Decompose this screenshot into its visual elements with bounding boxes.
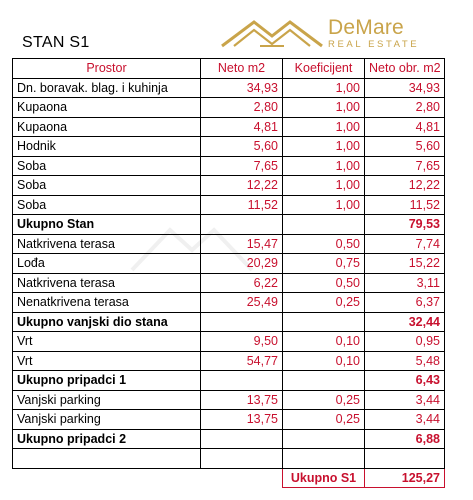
company-logo <box>220 16 440 50</box>
table-row <box>13 293 445 313</box>
table-cell-label: Vanjski parking <box>13 410 201 430</box>
total-value: 125,27 <box>365 468 445 488</box>
table-row <box>13 332 445 352</box>
table-row <box>13 195 445 215</box>
table-row <box>13 98 445 118</box>
column-header: Prostor <box>13 59 201 79</box>
table-cell-label: Kupaona <box>13 117 201 137</box>
blank-cell <box>13 468 201 488</box>
brand-name: DeMare <box>328 16 404 39</box>
table-cell-obr: 3,44 <box>365 410 445 430</box>
area-table <box>12 58 445 488</box>
table-row <box>13 78 445 98</box>
table-cell-obr: 2,80 <box>365 98 445 118</box>
table-cell-obr: 5,48 <box>365 351 445 371</box>
table-cell-label: Soba <box>13 156 201 176</box>
table-cell-label: Dn. boravak. blag. i kuhinja <box>13 78 201 98</box>
table-cell-neto: 13,75 <box>201 410 283 430</box>
table-cell-koef <box>283 215 365 235</box>
table-cell-obr: 12,22 <box>365 176 445 196</box>
table-row <box>13 234 445 254</box>
table-cell-label: Natkrivena terasa <box>13 234 201 254</box>
table-row <box>13 410 445 430</box>
table-cell-neto: 34,93 <box>201 78 283 98</box>
table-cell-label: Ukupno pripadci 2 <box>13 429 201 449</box>
table-cell-label: Nenatkrivena terasa <box>13 293 201 313</box>
table-cell-obr: 5,60 <box>365 137 445 157</box>
table-cell-neto: 6,22 <box>201 273 283 293</box>
table-cell-neto: 25,49 <box>201 293 283 313</box>
table-cell-label: Ukupno pripadci 1 <box>13 371 201 391</box>
page-title: STAN S1 <box>22 34 90 51</box>
empty-cell <box>201 449 283 469</box>
blank-cell <box>201 468 283 488</box>
table-cell-obr: 7,65 <box>365 156 445 176</box>
header <box>0 0 473 56</box>
table-cell-neto: 20,29 <box>201 254 283 274</box>
table-cell-obr: 7,74 <box>365 234 445 254</box>
table-row <box>13 137 445 157</box>
table-cell-obr: 6,43 <box>365 371 445 391</box>
table-cell-neto <box>201 215 283 235</box>
table-row <box>13 273 445 293</box>
table-cell-obr: 3,11 <box>365 273 445 293</box>
table-cell-koef: 1,00 <box>283 176 365 196</box>
table-cell-neto: 7,65 <box>201 156 283 176</box>
house-logo-icon <box>220 16 324 48</box>
empty-cell <box>13 449 201 469</box>
table-cell-koef: 0,10 <box>283 332 365 352</box>
spacer-row <box>13 449 445 469</box>
table-cell-neto: 9,50 <box>201 332 283 352</box>
table-cell-label: Vrt <box>13 351 201 371</box>
table-cell-koef <box>283 429 365 449</box>
table-row <box>13 351 445 371</box>
table-cell-koef: 1,00 <box>283 195 365 215</box>
table-cell-label: Vanjski parking <box>13 390 201 410</box>
brand-tagline: REAL ESTATE <box>328 39 420 50</box>
total-label: Ukupno S1 <box>283 468 365 488</box>
table-cell-koef: 1,00 <box>283 137 365 157</box>
table-cell-obr: 32,44 <box>365 312 445 332</box>
table-cell-koef: 0,75 <box>283 254 365 274</box>
table-cell-obr: 3,44 <box>365 390 445 410</box>
subtotal-row <box>13 215 445 235</box>
table-cell-koef: 1,00 <box>283 98 365 118</box>
table-cell-koef <box>283 312 365 332</box>
total-row <box>13 468 445 488</box>
table-row <box>13 254 445 274</box>
empty-cell <box>365 449 445 469</box>
table-cell-koef: 0,25 <box>283 410 365 430</box>
subtotal-row <box>13 429 445 449</box>
column-header: Neto obr. m2 <box>365 59 445 79</box>
table-cell-obr: 6,88 <box>365 429 445 449</box>
table-cell-neto: 13,75 <box>201 390 283 410</box>
column-header: Koeficijent <box>283 59 365 79</box>
table-cell-obr: 6,37 <box>365 293 445 313</box>
table-cell-neto: 15,47 <box>201 234 283 254</box>
table-cell-neto <box>201 429 283 449</box>
table-cell-label: Ukupno vanjski dio stana <box>13 312 201 332</box>
table-cell-obr: 79,53 <box>365 215 445 235</box>
table-row <box>13 156 445 176</box>
table-cell-neto: 5,60 <box>201 137 283 157</box>
table-header-row <box>13 59 445 79</box>
table-cell-neto: 2,80 <box>201 98 283 118</box>
subtotal-row <box>13 371 445 391</box>
table-cell-neto: 12,22 <box>201 176 283 196</box>
column-header: Neto m2 <box>201 59 283 79</box>
table-cell-neto: 11,52 <box>201 195 283 215</box>
table-cell-koef: 0,50 <box>283 273 365 293</box>
table-cell-neto <box>201 312 283 332</box>
table-row <box>13 117 445 137</box>
table-cell-neto: 54,77 <box>201 351 283 371</box>
table-cell-obr: 34,93 <box>365 78 445 98</box>
table-row <box>13 176 445 196</box>
table-cell-neto <box>201 371 283 391</box>
table-cell-koef: 1,00 <box>283 156 365 176</box>
table-cell-label: Vrt <box>13 332 201 352</box>
table-cell-label: Soba <box>13 195 201 215</box>
table-cell-label: Natkrivena terasa <box>13 273 201 293</box>
table-cell-koef: 1,00 <box>283 117 365 137</box>
empty-cell <box>283 449 365 469</box>
table-row <box>13 390 445 410</box>
table-cell-label: Hodnik <box>13 137 201 157</box>
table-cell-label: Lođa <box>13 254 201 274</box>
table-cell-koef: 0,10 <box>283 351 365 371</box>
table-cell-label: Ukupno Stan <box>13 215 201 235</box>
table-cell-neto: 4,81 <box>201 117 283 137</box>
table-cell-label: Soba <box>13 176 201 196</box>
table-cell-koef: 1,00 <box>283 78 365 98</box>
subtotal-row <box>13 312 445 332</box>
table-cell-obr: 0,95 <box>365 332 445 352</box>
table-cell-obr: 11,52 <box>365 195 445 215</box>
table-cell-koef: 0,25 <box>283 293 365 313</box>
table-cell-obr: 15,22 <box>365 254 445 274</box>
table-cell-koef: 0,25 <box>283 390 365 410</box>
table-cell-koef <box>283 371 365 391</box>
table-cell-label: Kupaona <box>13 98 201 118</box>
table-cell-obr: 4,81 <box>365 117 445 137</box>
table-cell-koef: 0,50 <box>283 234 365 254</box>
